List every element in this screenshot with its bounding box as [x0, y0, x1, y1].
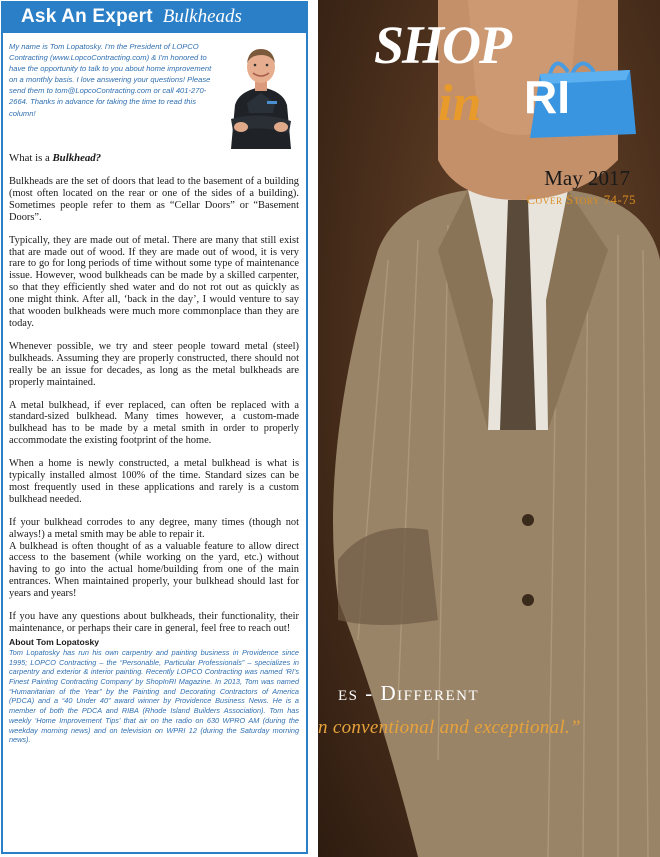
intro-section: [3, 33, 306, 151]
cover-story-label: Cover Story 74-75: [526, 193, 636, 207]
paragraph: Bulkheads are the set of doors that lead to the basement of a building (most often located on the rear or one of the sides of a building). Sometimes people refer to them as “Cellar Doors” or “Basement Doors”.: [9, 176, 299, 223]
article-body: [3, 152, 306, 745]
about-author-text: Tom Lopatosky has run his own carpentry and painting business in Providence since 1995; LOPCO Contracting – the “Personable, Particular Professionals” – specializes in carpentry and exterior & interior painting. Recently LOPCO Contracting was named ‘RI’s Finest Painting Contracting Company’ by ShopInRI Magazine. In 2013, Tom was named “Humanitarian of the Year” by the Painting and Decorating Contractors of America (PDCA) and a “40 Under 40” award winner by Providence Business News. He is a member of both the PDCA and RIBA (Rhode Island Builders Association). Tom has weekly ‘Home Improvement Tips’ that air on the radio on 630 WPRO AM (during the weekday morning news) and on television on WPRI 12 (during the Saturday morning news).: [9, 647, 299, 745]
question-heading: What is a Bulkhead?: [9, 152, 102, 164]
logo-ri: RI: [524, 71, 570, 123]
logo-shop: SHOP: [374, 15, 511, 75]
article-header: [3, 3, 306, 33]
cover-quote: n conventional and exceptional.”: [318, 717, 581, 738]
paragraph: Whenever possible, we try and steer people toward metal (steel) bulkheads. Assuming they are properly constructed, there should not really be an issue for decades, as long as the metal bulkheads are properly maintained.: [9, 340, 299, 388]
paragraph: If your bulkhead corrodes to any degree, many times (though not always!) a metal smith may be able to repair it.: [9, 516, 299, 540]
author-intro: My name is Tom Lopatosky. I'm the President of LOPCO Contracting (www.LopcoContracting.com) & I'm honored to have the opportunity to talk to you about home improvement on a monthly basis. I love answering your questions! Please send them to tom@LopcoContracting.com or call 401-270-2664. Thanks in advance for taking the time to read this column!: [9, 42, 212, 118]
logo-in: in: [438, 75, 482, 132]
paragraph: A bulkhead is often thought of as a valuable feature to allow direct access to the basement (while working on the yard, etc.) without having to go into the actual home/building from one of the main entrances. When maintained properly, your bulkhead should last for years and years!: [9, 540, 299, 600]
magazine-cover: [318, 0, 660, 857]
paragraph: Typically, they are made out of metal. There are many that still exist that are made out of wood. If they are made out of wood, it is very rare to go for long periods of time without some type of maintenance issue. However, wood bulkheads can be made by a skilled carpenter, so that they efficiently shed water and do not rot out as quickly as one might think. After all, ‘back in the day’, I would venture to say that wooden bulkheads were much more commonplace than they are today.: [9, 234, 299, 329]
author-photo: [217, 41, 305, 149]
article-topic: Bulkheads: [162, 6, 242, 27]
paragraph: If you have any questions about bulkheads, their functionality, their maintenance, or perhaps their care in general, feel free to reach out!: [9, 611, 299, 634]
about-author-heading: About Tom Lopatosky: [9, 636, 100, 647]
paragraph: When a home is newly constructed, a metal bulkhead is what is typically installed almost 100% of the time. Standard sizes can be most frequently used in these applications and rarely is a custom bulkhead needed.: [9, 458, 299, 505]
cover-tagline: es - Different: [338, 681, 480, 705]
issue-date: May 2017: [544, 166, 630, 190]
paragraph: A metal bulkhead, if ever replaced, can often be replaced with a standard-sized bulkhead. Many times however, a custom-made bulkhead has to be made by a metal smith in order to properly accommodate the existing footprint of the home.: [9, 399, 299, 447]
article-title: Ask An Expert: [21, 6, 153, 27]
ask-an-expert-article: [1, 1, 308, 854]
